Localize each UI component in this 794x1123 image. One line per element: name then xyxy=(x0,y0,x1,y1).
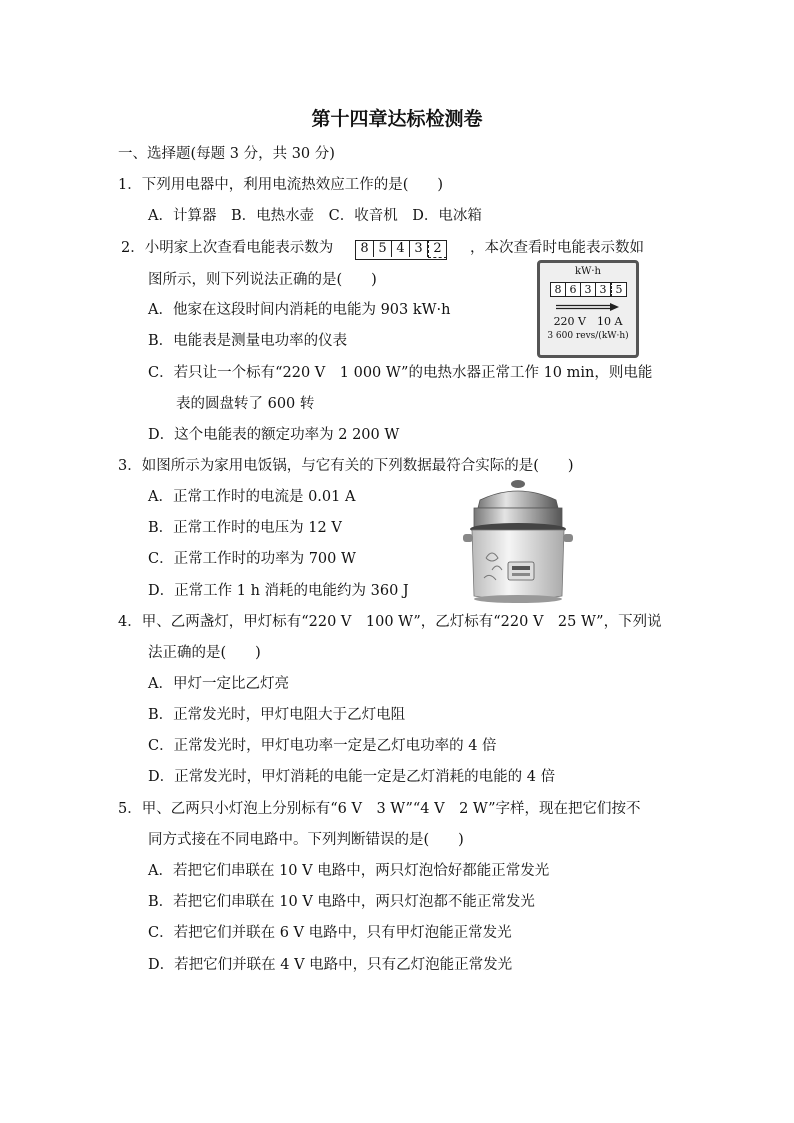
q4-stem-cont: 法正确的是( ) xyxy=(148,645,261,661)
prev-digit: 8 xyxy=(356,241,374,257)
q2-option-a: A．他家在这段时间内消耗的电能为 903 kW·h xyxy=(148,302,451,318)
q3-option-b: B．正常工作时的电压为 12 V xyxy=(148,520,342,536)
prev-digit: 4 xyxy=(392,241,410,257)
meter-digit-decimal: 5 xyxy=(611,282,627,297)
q2-stem-a: 2．小明家上次查看电能表示数为 xyxy=(121,240,334,256)
rice-cooker-image xyxy=(458,478,578,608)
q3-stem: 3．如图所示为家用电饭锅，与它有关的下列数据最符合实际的是( ) xyxy=(118,458,574,474)
q2-option-c: C．若只让一个标有“220 V 1 000 W”的电热水器正常工作 10 min，则电能 xyxy=(148,365,653,381)
q2-option-b: B．电能表是测量电功率的仪表 xyxy=(148,333,348,349)
meter-digit: 3 xyxy=(581,283,596,296)
meter-revs: 3 600 revs/(kW·h) xyxy=(547,331,629,341)
q3-option-c: C．正常工作时的功率为 700 W xyxy=(148,551,356,567)
q2-option-d: D．这个电能表的额定功率为 2 200 W xyxy=(148,427,400,443)
q5-option-d: D．若把它们并联在 4 V 电路中，只有乙灯泡能正常发光 xyxy=(148,957,513,973)
q5-option-a: A．若把它们串联在 10 V 电路中，两只灯泡恰好都能正常发光 xyxy=(148,863,550,879)
q4-option-b: B．正常发光时，甲灯电阻大于乙灯电阻 xyxy=(148,707,406,723)
meter-digit: 3 xyxy=(596,283,611,296)
q1-options: A．计算器 B．电热水壶 C．收音机 D．电冰箱 xyxy=(148,208,482,224)
rotation-arrow-icon xyxy=(554,302,620,312)
prev-digit: 3 xyxy=(410,241,428,257)
q2-stem-b: ，本次查看时电能表示数如 xyxy=(470,240,644,256)
q2-stem-c: 图所示，则下列说法正确的是( ) xyxy=(148,272,377,288)
q1-stem: 1．下列用电器中，利用电流热效应工作的是( ) xyxy=(118,177,444,193)
q5-stem: 5．甲、乙两只小灯泡上分别标有“6 V 3 W”“4 V 2 W”字样，现在把它们按不 xyxy=(118,801,641,817)
q4-option-d: D．正常发光时，甲灯消耗的电能一定是乙灯消耗的电能的 4 倍 xyxy=(148,769,556,785)
page-title: 第十四章达标检测卷 xyxy=(311,108,483,130)
previous-meter-reading xyxy=(355,240,447,260)
meter-digit: 6 xyxy=(566,283,581,296)
q5-option-b: B．若把它们串联在 10 V 电路中，两只灯泡都不能正常发光 xyxy=(148,894,535,910)
q4-option-a: A．甲灯一定比乙灯亮 xyxy=(148,676,289,692)
q2-option-c-cont: 表的圆盘转了 600 转 xyxy=(176,396,315,412)
meter-digit: 8 xyxy=(551,283,566,296)
q5-option-c: C．若把它们并联在 6 V 电路中，只有甲灯泡能正常发光 xyxy=(148,925,512,941)
q4-stem: 4．甲、乙两盏灯，甲灯标有“220 V 100 W”，乙灯标有“220 V 25 W”，下列说 xyxy=(118,614,662,630)
prev-digit: 5 xyxy=(374,241,392,257)
meter-rating: 220 V 10 A xyxy=(553,315,623,328)
q5-stem-cont: 同方式接在不同电路中。下列判断错误的是( ) xyxy=(148,832,464,848)
q4-option-c: C．正常发光时，甲灯电功率一定是乙灯电功率的 4 倍 xyxy=(148,738,497,754)
prev-digit-decimal: 2 xyxy=(428,240,447,258)
electric-meter-figure xyxy=(537,260,639,358)
meter-digits xyxy=(550,282,627,297)
q3-option-d: D．正常工作 1 h 消耗的电能约为 360 J xyxy=(148,583,409,599)
q3-option-a: A．正常工作时的电流是 0.01 A xyxy=(148,489,356,505)
meter-unit: kW·h xyxy=(575,266,601,277)
section-heading: 一、选择题(每题 3 分，共 30 分) xyxy=(118,146,335,162)
